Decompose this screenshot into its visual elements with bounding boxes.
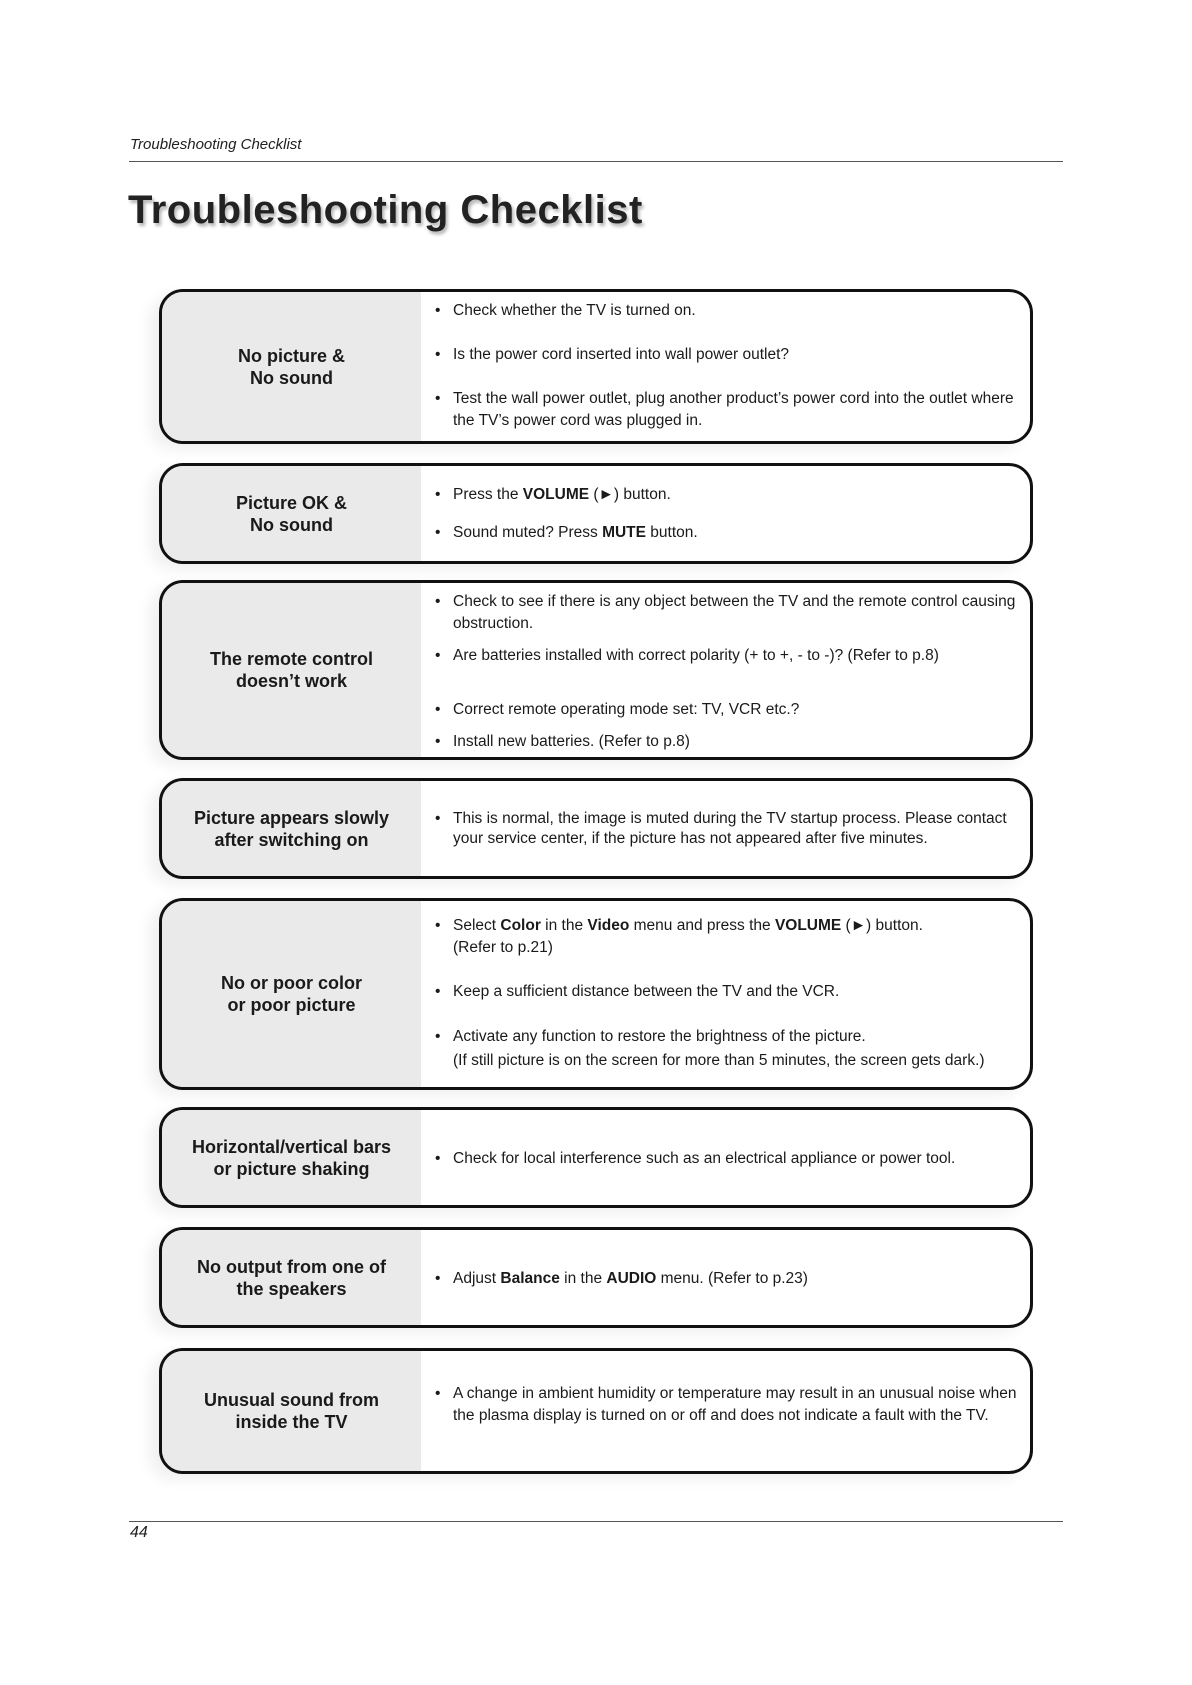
solution-list [421,466,1030,561]
solution-item: • Check for local interference such as an electrical appliance or power tool. [435,1148,1020,1170]
solution-item: • Press the VOLUME (►) button. [435,484,1020,506]
solution-item: • Test the wall power outlet, plug another product’s power cord into the outlet where the TV’s power cord was plugged in. [435,388,1020,432]
troubleshoot-box-remote-control [159,580,1033,760]
symptom-cell [162,292,421,441]
symptom-label: Horizontal/vertical bars or picture shaking [191,1136,392,1179]
page-number: 44 [130,1524,148,1541]
symptom-cell [162,781,421,876]
solution-item: • Keep a sufficient distance between the TV and the VCR. [435,981,1020,1003]
solution-item: • Adjust Balance in the AUDIO menu. (Refer to p.23) [435,1268,1020,1290]
solution-item: • Check whether the TV is turned on. [435,300,1020,322]
symptom-label: Unusual sound from inside the TV [204,1390,379,1432]
symptom-cell [162,583,421,757]
solution-item: • Select Color in the Video menu and press the VOLUME (►) button. (Refer to p.21) [435,915,1020,959]
solution-item: • This is normal, the image is muted during the TV startup process. Please contact your service center, if the picture has not appeared after five minutes. [435,809,1020,849]
troubleshoot-box-no-picture-no-sound [159,289,1033,444]
troubleshoot-box-bars-shaking [159,1107,1033,1208]
solution-item: • Install new batteries. (Refer to p.8) [435,731,1020,753]
solution-item: • Activate any function to restore the brightness of the picture. (If still picture is on the screen for more than 5 minutes, the screen gets dark.) [435,1025,1020,1073]
solution-item: • Is the power cord inserted into wall power outlet? [435,344,1020,366]
solution-list [421,901,1030,1087]
symptom-cell [162,466,421,561]
solution-item: • Sound muted? Press MUTE button. [435,522,1020,544]
page-title: Troubleshooting Checklist [128,188,643,232]
solution-item: • A change in ambient humidity or temperature may result in an unusual noise when the plasma display is turned on or off and does not indicate a fault with the TV. [435,1383,1020,1427]
symptom-cell [162,1230,421,1325]
solution-item: • Correct remote operating mode set: TV, VCR etc.? [435,699,1020,721]
solution-item: • Check to see if there is any object between the TV and the remote control causing obstruction. [435,591,1020,635]
troubleshoot-box-unusual-sound [159,1348,1033,1474]
symptom-cell [162,1110,421,1205]
solution-list [421,1230,1030,1325]
troubleshoot-box-speakers [159,1227,1033,1328]
symptom-label: Picture appears slowly after switching on [193,807,390,850]
symptom-label: Picture OK & No sound [235,492,348,535]
solution-item: • Are batteries installed with correct polarity (+ to +, - to -)? (Refer to p.8) [435,645,1020,667]
footer-rule [129,1521,1063,1522]
solution-list [421,292,1030,441]
solution-list [421,1110,1030,1205]
running-header: Troubleshooting Checklist [130,136,302,153]
symptom-cell [162,1351,421,1471]
symptom-label: The remote control doesn’t work [209,649,374,691]
solution-list [421,781,1030,876]
troubleshoot-box-picture-slow [159,778,1033,879]
symptom-cell [162,901,421,1087]
symptom-label: No output from one of the speakers [197,1256,386,1299]
troubleshoot-box-poor-color [159,898,1033,1090]
solution-list [421,1351,1030,1471]
header-rule [129,161,1063,162]
symptom-label: No or poor color or poor picture [221,973,362,1015]
solution-list [421,583,1030,757]
symptom-label: No picture & No sound [237,345,345,388]
troubleshoot-box-picture-ok-no-sound [159,463,1033,564]
